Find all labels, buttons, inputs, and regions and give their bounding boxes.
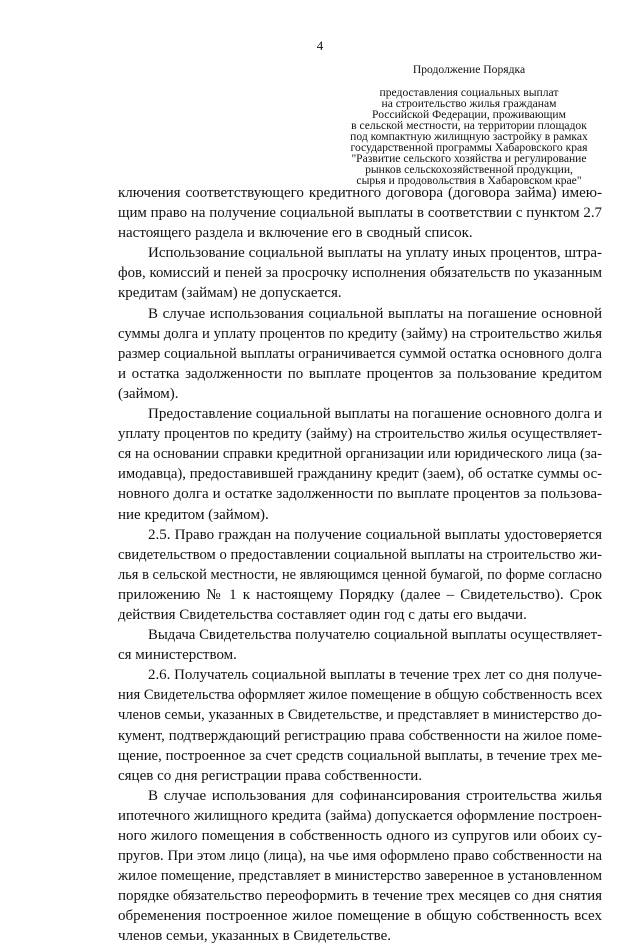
text-line: фов, комиссий и пеней за просрочку исполнения обязательств по указанным — [118, 265, 602, 282]
paragraph — [118, 243, 602, 303]
page-number: 4 — [316, 38, 324, 53]
header-line: сырья и продовольствия в Хабаровском крае" — [356, 174, 582, 187]
text-line: Использование социальной выплаты на уплату иных процентов, штра- — [148, 245, 602, 262]
text-line: ние кредитом (займом). — [118, 506, 269, 523]
header-block — [334, 64, 604, 186]
text-line: кредитам (займам) не допускается. — [118, 285, 342, 302]
header-line: в сельской местности, на территории площадок — [351, 119, 587, 132]
text-line: обременения построенное жилое помещение в общую собственность всех — [118, 908, 602, 925]
text-line: настоящего раздела и включение его в сводный список. — [118, 225, 473, 242]
text-line: ипотечного жилищного кредита (займа) допускается оформление построен- — [118, 807, 602, 824]
paragraph — [118, 786, 602, 947]
text-line: членов семьи, указанных в Свидетельстве. — [118, 928, 391, 945]
text-line: Предоставление социальной выплаты на погашение основного долга и — [148, 406, 602, 423]
paragraph — [118, 525, 602, 625]
text-line: суммы долга и уплату процентов по кредиту (займу) на строительство жилья — [118, 325, 602, 342]
paragraph — [118, 183, 602, 243]
header-line: на строительство жилья гражданам — [381, 97, 557, 110]
text-line: имодавца), предоставившей гражданину кредит (заем), об остатке суммы ос- — [118, 466, 602, 483]
header-line: государственной программы Хабаровского края — [350, 141, 588, 154]
text-line: членов семьи, указанных в Свидетельстве, и представляет в министерство до- — [118, 707, 602, 724]
text-line: В случае использования социальной выплаты на погашение основной — [148, 305, 602, 322]
text-line: приложению № 1 к настоящему Порядку (далее – Свидетельство). Срок — [118, 586, 602, 603]
text-line: порядке обязательство переоформить в течение трех месяцев со дня снятия — [118, 888, 602, 905]
paragraph — [118, 625, 602, 665]
text-line: щим право на получение социальной выплаты в соответствии с пунктом 2.7 — [118, 205, 602, 222]
text-line: пругов. При этом лицо (лица), на чье имя оформлено право собственности на — [118, 848, 602, 865]
text-line: 2.6. Получатель социальной выплаты в течение трех лет со дня получе- — [148, 667, 602, 684]
text-line: лья в сельской местности, не являющимся ценной бумагой, по форме согласно — [118, 566, 602, 583]
header-line: рынков сельскохозяйственной продукции, — [365, 163, 573, 176]
header-line: под компактную жилищную застройку в рамках — [350, 130, 588, 143]
text-line: действия Свидетельства составляет один год с даты его выдачи. — [118, 606, 527, 623]
text-line: сяцев со дня регистрации права собственности. — [118, 767, 423, 784]
text-line: 2.5. Право граждан на получение социальной выплаты удостоверяется — [148, 526, 602, 543]
text-line: В случае использования для софинансирования строительства жилья — [148, 787, 602, 804]
paragraph — [118, 304, 602, 404]
text-line: жилое помещение, представляет в министерство заверенное в установленном — [118, 868, 602, 885]
text-line: кумент, подтверждающий регистрацию права собственности на жилое поме- — [118, 727, 602, 744]
text-line: размер социальной выплаты ограничивается суммой остатка основного долга — [118, 345, 602, 362]
text-line: свидетельством о предоставлении социальной выплаты на строительство жи- — [118, 546, 602, 563]
text-line: ся на основании справки кредитной организации или юридического лица (за- — [118, 446, 602, 463]
text-line: уплату процентов по кредиту (займу) на строительство жилья осуществляет- — [118, 426, 602, 443]
body-text — [118, 183, 602, 947]
paragraph — [118, 665, 602, 786]
header-lines — [334, 87, 604, 186]
header-title: Продолжение Порядка — [412, 63, 526, 76]
text-line: (займом). — [118, 385, 179, 402]
header-line: предоставления социальных выплат — [379, 86, 559, 99]
text-line: Выдача Свидетельства получателю социальной выплаты осуществляет- — [148, 627, 602, 644]
text-line: ного жилого помещения в собственность одного из супругов или обоих су- — [118, 828, 602, 844]
text-line: новного долга и остатке задолженности по выплате процентов за пользова- — [118, 486, 602, 503]
text-line: ся министерством. — [118, 647, 237, 664]
text-line: и остатка задолженности по выплате процентов за пользование кредитом — [118, 365, 602, 382]
text-line: ния Свидетельства оформляет жилое помещение в общую собственность всех — [118, 687, 603, 704]
header-line: "Развитие сельского хозяйства и регулирование — [351, 152, 587, 165]
text-line: щение, построенное за счет средств социальной выплаты, в течение трех ме- — [118, 747, 602, 764]
paragraph — [118, 404, 602, 525]
header-line: Российской Федерации, проживающим — [372, 108, 566, 121]
text-line: ключения соответствующего кредитного договора (договора займа) имею- — [118, 185, 602, 201]
